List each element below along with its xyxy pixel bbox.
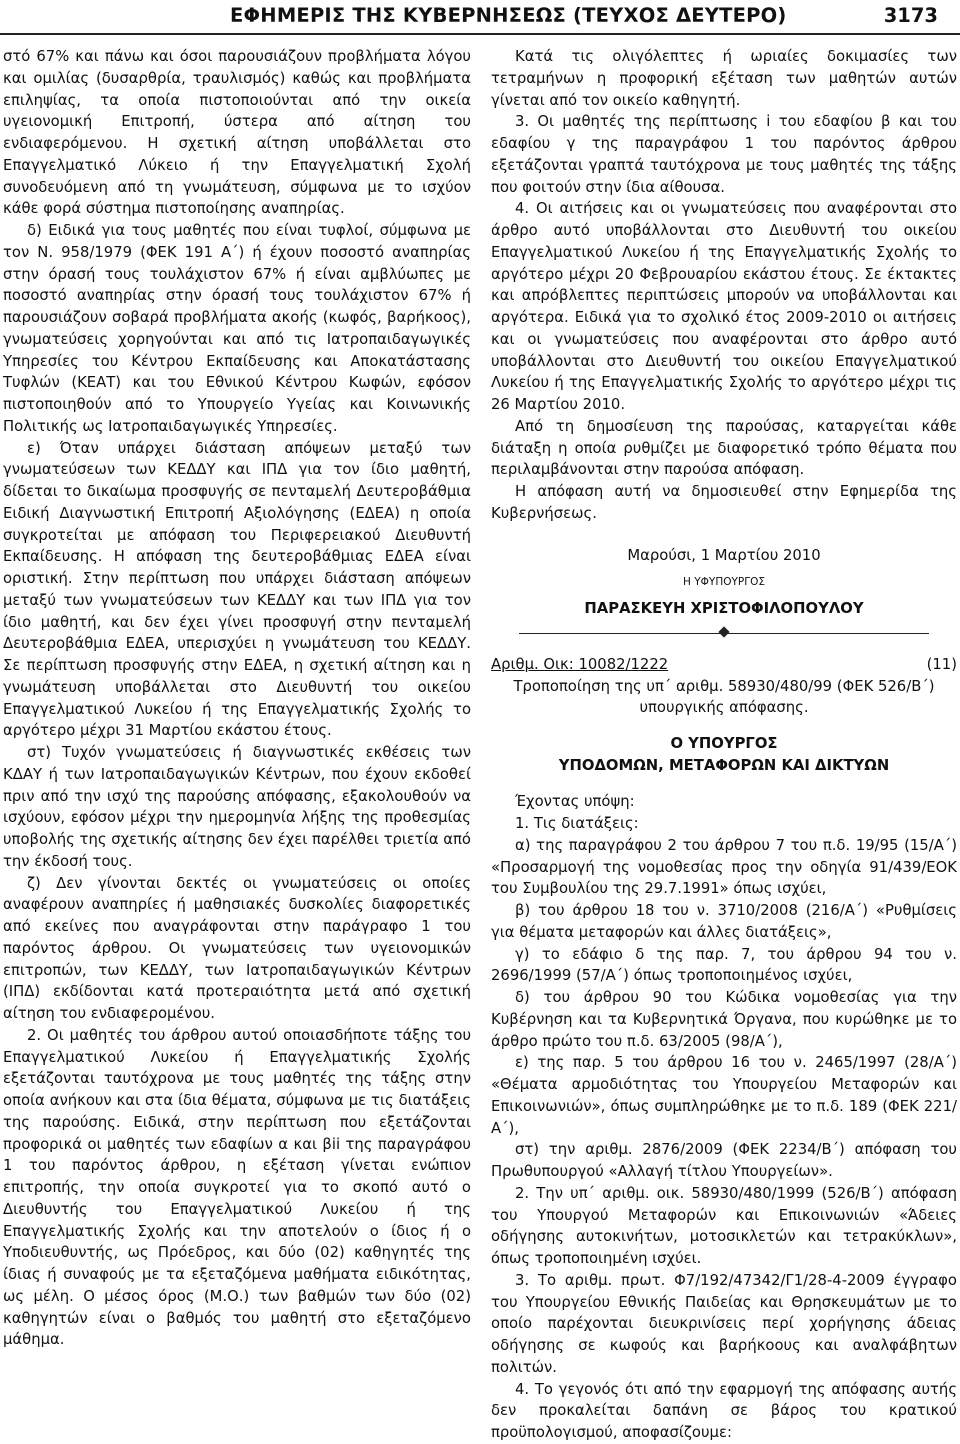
minister-heading-line1: Ο ΥΠΟΥΡΓΟΣ — [670, 735, 778, 752]
paragraph: ε) Όταν υπάρχει διάσταση απόψεων μεταξύ των γνωματεύσεων των ΚΕΔΔΥ και ΙΠΔ για τον ίδιο μαθητή, δίδεται το δικαίωμα προσφυγής σε πενταμελή Δευτεροβάθμια Ειδική Διαγνωστική Επιτροπή Αξιολόγησης (ΕΔΕΑ) η οποία συγκροτείται με απόφαση του Περιφερειακού Διευθυντή Εκπαίδευσης. Η απόφαση της δευτεροβάθμιας ΕΔΕΑ είναι οριστική. Στην περίπτωση που υπάρχει διάσταση απόψεων μεταξύ των γνωματεύσεων των ΚΕΔΔΥ και των ΙΠΔ για τον ίδιο μαθητή, και δεν έχει γίνει προσφυγή στην πενταμελή Δευτεροβάθμια ΕΔΕΑ, υπερισχύει η γνωμάτευση του ΚΕΔΔΥ. Σε περίπτωση προσφυγής στην ΕΔΕΑ, η σχετική αίτηση και η γνωμάτευση υποβάλλεται στο Διευθυντή του οικείου Επαγγελματικού Λυκείου ή της Επαγγελματικής Σχολής το αργότερο μέχρι 31 Μαρτίου εκάστου έτους. — [3, 439, 471, 740]
signature-role: Η ΥΦΥΠΟΥΡΓΟΣ — [683, 576, 765, 589]
header-rule — [0, 33, 960, 35]
signature-block — [491, 545, 957, 620]
paragraph: Από τη δημοσίευση της παρούσας, καταργείται κάθε διάταξη η οποία ρυθμίζει με διαφορετικό τρόπο θέματα που περιλαμβάνονται στην παρούσα απόφαση. — [491, 417, 957, 479]
paragraph: δ) του άρθρου 90 του Κώδικα νομοθεσίας για την Κυβέρνηση και τα Κυβερνητικά Όργανα, που κυρώθηκε με το άρθρο πρώτο του π.δ. 63/2005 (98/Α΄), — [491, 989, 957, 1050]
paragraph: στό 67% και πάνω και όσοι παρουσιάζουν προβλήματα λόγου και ομιλίας (δυσαρθρία, τραυλισμός) καθώς και προβλήματα επιληψίας, τα οποία πιστοποιούνται από την οικεία υγειονομική Επιτροπή, ύστερα από αίτηση του ενδιαφερόμενου. Η σχετική αίτηση υποβάλλεται στο Επαγγελματικό Λύκειο ή την Επαγγελματική Σχολή συνοδευόμενη από τη γνωμάτευση, σύμφωνα με το ισχύον κάθε φορά σύστημα πιστοποίησης αναπηρίας. — [3, 48, 471, 218]
paragraph: στ) την αριθμ. 2876/2009 (ΦΕΚ 2234/Β΄) απόφαση του Πρωθυπουργού «Αλλαγή τίτλου Υπουργείων». — [491, 1141, 957, 1181]
paragraph: β) του άρθρου 18 του ν. 3710/2008 (216/Α΄) «Ρυθμίσεις για θέματα μεταφορών και άλλες διατάξεις», — [491, 902, 957, 941]
paragraph: Κατά τις ολιγόλεπτες ή ωριαίες δοκιμασίες των τετραμήνων η προφορική εξέταση των μαθητών αυτών γίνεται από τον οικείο καθηγητή. — [491, 48, 957, 109]
paragraph: 1. Τις διατάξεις: — [515, 815, 639, 833]
paragraph: α) της παραγράφου 2 του άρθρου 7 του π.δ. 19/95 (15/Α΄) «Προσαρμογή της νομοθεσίας προς την οδηγία 91/439/ΕΟΚ του Συμβουλίου της 29.7.1991» όπως ισχύει, — [491, 836, 957, 898]
section-divider — [519, 622, 929, 644]
paragraph: 3. Το αριθμ. πρωτ. Φ7/192/47342/Γ1/28-4-2009 έγγραφο του Υπουργείου Εθνικής Παιδείας και Θρησκευμάτων με το οποίο παρέχονται διευκρινίσεις περί χορήγησης άδειας οδήγησης σε κωφούς και βαρήκοους και αναλφάβητων πολιτών. — [491, 1271, 957, 1376]
left-column — [3, 46, 471, 1351]
decision-subject: Τροποποίηση της υπ΄ αριθμ. 58930/480/99 (ΦΕΚ 526/Β΄) υπουργικής απόφασης. — [513, 677, 935, 717]
paragraph: 2. Οι μαθητές του άρθρου αυτού οποιασδήποτε τάξης του Επαγγελματικού Λυκείου ή Επαγγελματικής Σχολής εξετάζονται ταυτόχρονα με τους μαθητές της τάξης στην οποία ανήκουν και στα ίδια θέματα, σύμφωνα με τις διατάξεις της παρούσης. Ειδικά, στην περίπτωση που εξετάζονται προφορικά οι μαθητές των εδαφίων α και βii της παραγράφου 1 του παρόντος άρθρου, η εξέταση γίνεται ενώπιον επιτροπής, την οποία συγκροτεί για το σκοπό αυτό ο Διευθυντής του Επαγγελματικού Λυκείου ή της Επαγγελματικής Σχολής και την αποτελούν ο ίδιος ή ο Υποδιευθυντής, ως Πρόεδρος, και δύο (02) καθηγητές της ίδιας ή συναφούς με τα εξεταζόμενα μαθήματα ειδικότητας, ως μέλη. Ο μέσος όρος (Μ.Ο.) των βαθμών των δύο (02) καθηγητών είναι ο βαθμός του μαθητή στο εξεταζόμενο μάθημα. — [3, 1026, 471, 1349]
paragraph: ε) της παρ. 5 του άρθρου 16 του ν. 2465/1997 (28/Α΄) «Θέματα αρμοδιότητας του Υπουργείου Μεταφορών και Επικοινωνιών», όπως συμπληρώθηκε με το π.δ. 189 (ΦΕΚ 221/Α΄), — [491, 1054, 957, 1137]
decision-number: (11) — [926, 655, 957, 673]
paragraph: στ) Τυχόν γνωματεύσεις ή διαγνωστικές εκθέσεις των ΚΔΑΥ ή των Ιατροπαιδαγωγικών Κέντρων, που έχουν εκδοθεί πριν από την ισχύ της παρούσης απόφασης, εξακολουθούν να ισχύουν, εφόσον μέχρι την ημερομηνία λήξης της προθεσμίας υποβολής της σχετικής αίτησης δεν έχει παρέλθει τριετία από την έκδοσή τους. — [3, 744, 471, 870]
minister-heading-line2: ΥΠΟΔΟΜΩΝ, ΜΕΤΑΦΟΡΩΝ ΚΑΙ ΔΙΚΤΥΩΝ — [558, 756, 890, 774]
page-number: 3173 — [883, 4, 938, 27]
paragraph: δ) Ειδικά για τους μαθητές που είναι τυφλοί, σύμφωνα με τον Ν. 958/1979 (ΦΕΚ 191 Α΄) ή έχουν ποσοστό αναπηρίας στην όρασή τους τουλάχιστον 67% ή είναι αμβλύωπες με ποσοστό αναπηρίας στην όρασή τους τουλάχιστον 67% ή παρουσιάζουν σοβαρά προβλήματα ακοής (κωφός, βαρήκοος), γνωματεύσεις χορηγούνται και από τις Ιατροπαιδαγωγικές Υπηρεσίες του Κέντρου Εκπαίδευσης και Αποκατάστασης Τυφλών (ΚΕΑΤ) και του Εθνικού Κέντρου Κωφών, εφόσον πιστοποιηθούν από το Υπουργείο Υγείας και Κοινωνικής Πολιτικής ως Ιατροπαιδαγωγικές Υπηρεσίες. — [3, 222, 471, 435]
decision-reference: Αριθμ. Οικ: 10082/1222 — [491, 655, 669, 673]
signature-name: ΠΑΡΑΣΚΕΥΗ ΧΡΙΣΤΟΦΙΛΟΠΟΥΛΟΥ — [584, 600, 864, 617]
paragraph: 2. Την υπ΄ αριθμ. οικ. 58930/480/1999 (526/Β΄) απόφαση του Υπουργού Μεταφορών και Επικοινωνιών «Άδειες οδήγησης αυτοκινήτων, μοτοσικλετών και τετρακύκλων», όπως τροποποιημένη ισχύει. — [491, 1184, 957, 1268]
paragraph: 4. Οι αιτήσεις και οι γνωματεύσεις που αναφέρονται στο άρθρο αυτό υποβάλλονται στο Διευθυντή του οικείου Επαγγελματικού Λυκείου ή της Επαγγελματικής Σχολής το αργότερο μέχρι 20 Φεβρουαρίου εκάστου έτους. Σε έκτακτες και απρόβλεπτες περιπτώσεις μπορούν να υποβάλλονται και αργότερα. Ειδικά για το σχολικό έτος 2009-2010 οι αιτήσεις και οι γνωματεύσεις που αναφέρονται στο άρθρο αυτό υποβάλλονται στο Διευθυντή του οικείου Επαγγελματικού Λυκείου ή της Επαγγελματικής Σχολής το αργότερο μέχρι τις 26 Μαρτίου 2010. — [491, 200, 957, 413]
paragraph: Η απόφαση αυτή να δημοσιευθεί στην Εφημερίδα της Κυβερνήσεως. — [491, 483, 957, 522]
right-column — [491, 46, 957, 1444]
paragraph: γ) το εδάφιο δ της παρ. 7, του άρθρου 94 του ν. 2696/1999 (57/Α΄) όπως τροποποιημένος ισχύει, — [491, 945, 957, 985]
decision-reference-row — [491, 654, 957, 676]
paragraph: Έχοντας υπόψη: — [515, 793, 635, 811]
paragraph: ζ) Δεν γίνονται δεκτές οι γνωματεύσεις οι οποίες αναφέρουν αναπηρίες ή μαθησιακές δυσκολίες διαφορετικές από εκείνες που αναγράφονται στην παράγραφο 1 του παρόντος άρθρου. Οι γνωματεύσεις των υγειονομικών επιτροπών, των ΚΕΔΔΥ, των Ιατροπαιδαγωγικών Κέντρων (ΙΠΔ) εκδίδονται κατά προτεραιότητα μετά από σχετική αίτηση του ενδιαφερομένου. — [3, 874, 471, 1022]
paragraph: 3. Οι μαθητές της περίπτωσης i του εδαφίου β και του εδαφίου γ της παραγράφου 1 του παρόντος άρθρου εξετάζονται γραπτά ταυτόχρονα με τους μαθητές της τάξης που φοιτούν στην ίδια αίθουσα. — [491, 113, 957, 196]
diamond-icon — [718, 626, 729, 637]
signature-place-date: Μαρούσι, 1 Μαρτίου 2010 — [627, 546, 821, 564]
paragraph: 4. Το γεγονός ότι από την εφαρμογή της απόφασης αυτής δεν προκαλείται δαπάνη σε βάρος του κρατικού προϋπολογισμού, αποφασίζουμε: — [491, 1380, 957, 1442]
gazette-title: ΕΦΗΜΕΡΙΣ ΤΗΣ ΚΥΒΕΡΝΗΣΕΩΣ (ΤΕΥΧΟΣ ΔΕΥΤΕΡΟ) — [230, 4, 787, 27]
page-header — [0, 0, 960, 34]
